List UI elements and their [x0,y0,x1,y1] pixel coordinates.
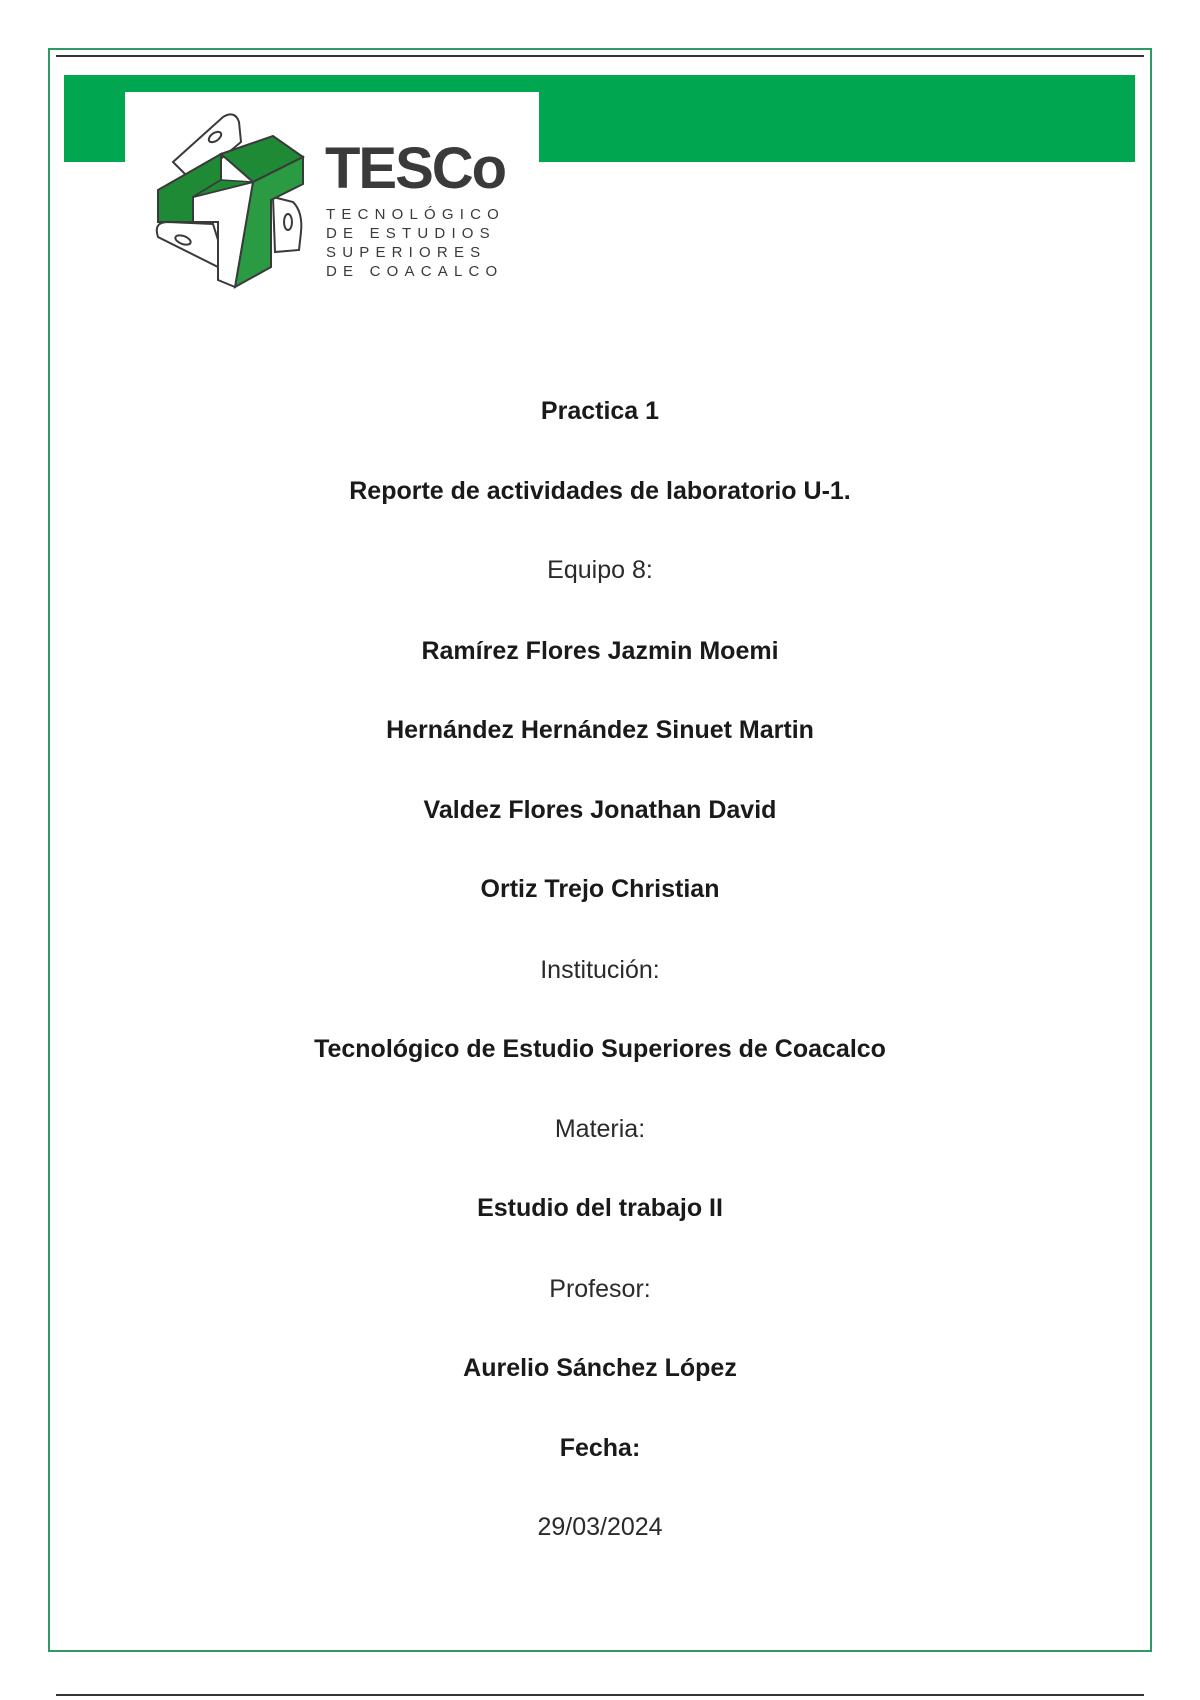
practice-title: Practica 1 [540,397,660,425]
professor-label: Profesor: [549,1275,651,1303]
team-label: Equipo 8: [547,556,653,584]
date-label: Fecha: [559,1434,641,1462]
tesco-cube-logo-icon [143,102,313,292]
report-title: Reporte de actividades de laboratorio U-1. [349,477,851,505]
logo-subtitle-line: DE COACALCO [326,263,504,280]
date-value: 29/03/2024 [537,1513,663,1541]
logo-subtitle-line: DE ESTUDIOS [326,225,496,242]
tesco-logo [125,92,539,298]
professor-name: Aurelio Sánchez López [463,1354,737,1382]
team-member: Ramírez Flores Jazmin Moemi [421,637,779,665]
institution-label: Institución: [540,956,660,984]
team-member: Hernández Hernández Sinuet Martin [386,716,814,744]
team-member: Valdez Flores Jonathan David [423,796,777,824]
logo-subtitle-line: TECNOLÓGICO [326,206,506,223]
logo-wordmark: TESCo [325,136,506,201]
logo-subtitle [326,205,516,281]
institution-name: Tecnológico de Estudio Superiores de Coacalco [314,1035,886,1063]
bottom-rule [56,1694,1144,1696]
subject-name: Estudio del trabajo II [477,1194,723,1222]
top-rule [56,55,1144,57]
subject-label: Materia: [554,1115,646,1143]
logo-subtitle-line: SUPERIORES [326,244,487,261]
team-member: Ortiz Trejo Christian [480,875,720,903]
